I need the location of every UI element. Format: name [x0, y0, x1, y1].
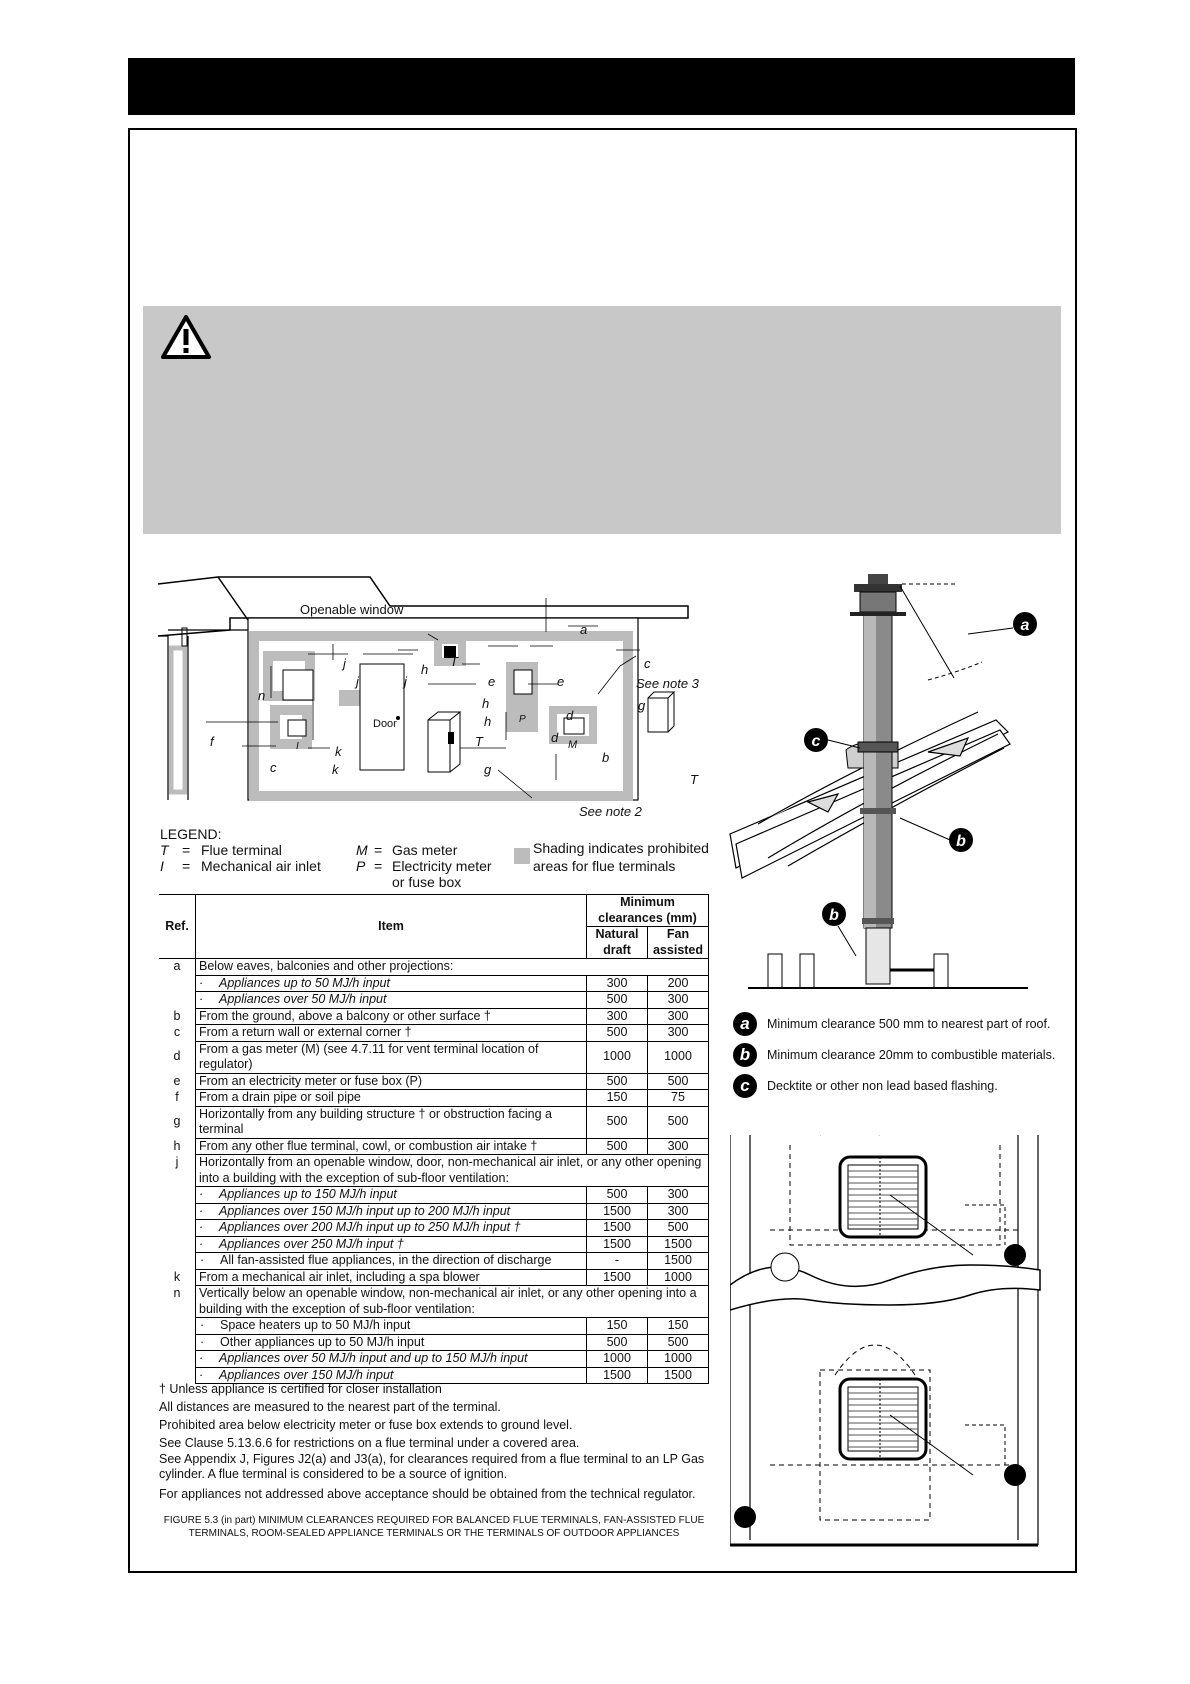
table-row: a Below eaves, balconies and other projections:: [159, 959, 709, 976]
table-row: e From an electricity meter or fuse box (P) 500 500: [159, 1073, 709, 1090]
table-row: · Appliances over 150 MJ/h input 1500 1500: [159, 1367, 709, 1384]
roof-badge-c: c: [811, 733, 821, 750]
legend-p-val: Electricity meter: [392, 858, 492, 874]
table-row: · All fan-assisted flue appliances, in the direction of discharge - 1500: [159, 1253, 709, 1270]
label-j: j: [404, 674, 407, 689]
table-row: · Appliances over 50 MJ/h input 500 300: [159, 992, 709, 1009]
legend-eq: =: [182, 842, 191, 858]
table-row: k From a mechanical air inlet, including a spa blower 1500 1000: [159, 1269, 709, 1286]
label-d: d: [551, 730, 559, 745]
table-row: h From any other flue terminal, cowl, or combustion air intake † 500 300: [159, 1138, 709, 1155]
table-row: · Space heaters up to 50 MJ/h input 150 150: [159, 1318, 709, 1335]
col-min: Minimum clearances (mm): [587, 895, 709, 927]
table-row: f From a drain pipe or soil pipe 150 75: [159, 1090, 709, 1107]
label-c: c: [270, 760, 277, 775]
label-e: e: [557, 674, 565, 689]
table-row: c From a return wall or external corner † 500 300: [159, 1025, 709, 1042]
roof-callouts: [733, 1012, 1063, 1105]
note: For appliances not addressed above acceptance should be obtained from the technical regulator.: [159, 1487, 696, 1501]
label-a: a: [580, 622, 588, 637]
col-fan: Fan assisted: [648, 927, 709, 959]
col-item: Item: [196, 895, 587, 959]
col-ref: Ref.: [159, 895, 196, 959]
label-c: c: [644, 656, 651, 671]
legend-p-val2: or fuse box: [392, 874, 462, 890]
note: See Clause 5.13.6.6 for restrictions on a flue terminal under a covered area.: [159, 1436, 580, 1450]
table-row: · Appliances over 50 MJ/h input and up to 150 MJ/h input 1000 1000: [159, 1351, 709, 1368]
callout-c: c Decktite or other non lead based flashing.: [733, 1074, 1063, 1098]
clearance-table: [159, 894, 709, 1384]
warning-triangle-icon: [160, 314, 212, 360]
label-see-note-3: See note 3: [636, 676, 699, 691]
label-p: P: [519, 714, 526, 725]
label-door: Door: [373, 718, 397, 730]
callout-a: a Minimum clearance 500 mm to nearest part of roof.: [733, 1012, 1063, 1036]
legend-eq: =: [374, 842, 383, 858]
label-h: h: [421, 662, 429, 677]
label-openable-window: Openable window: [300, 602, 404, 617]
roof-badge-a: a: [1020, 617, 1030, 634]
label-t: T: [475, 734, 483, 749]
label-t: T: [450, 654, 458, 669]
label-see-note-2: See note 2: [579, 804, 642, 819]
callout-b: b Minimum clearance 20mm to combustible materials.: [733, 1043, 1063, 1067]
table-row: b From the ground, above a balcony or other surface † 300 300: [159, 1008, 709, 1025]
label-m: M: [568, 739, 578, 751]
label-f: f: [210, 734, 214, 749]
table-row: · Appliances up to 150 MJ/h input 500 300: [159, 1187, 709, 1204]
label-e: e: [488, 674, 496, 689]
table-row: · Other appliances up to 50 MJ/h input 500 500: [159, 1334, 709, 1351]
house-clearance-diagram: [158, 570, 718, 830]
legend-shade-swatch: [514, 848, 530, 864]
table-row: d From a gas meter (M) (see 4.7.11 for vent terminal location of regulator) 1000 1000: [159, 1041, 709, 1073]
label-k: k: [335, 744, 342, 759]
legend-i-key: I: [160, 858, 164, 874]
label-g: g: [484, 762, 492, 777]
label-i: I: [296, 741, 299, 752]
roof-flue-diagram: [728, 572, 1058, 996]
legend-m-val: Gas meter: [392, 842, 458, 858]
col-natural: Natural draft: [587, 927, 648, 959]
legend-t-key: T: [160, 842, 169, 858]
note: † Unless appliance is certified for closer installation: [159, 1382, 442, 1396]
header-bar: [128, 58, 1075, 115]
note: See Appendix J, Figures J2(a) and J3(a), for clearances required from a flue terminal to an LP Gas cylinder. A flue terminal is considered to be a source of ignition.: [159, 1452, 705, 1481]
label-k: k: [332, 762, 339, 777]
note: All distances are measured to the nearest part of the terminal.: [159, 1400, 501, 1414]
legend-eq: =: [182, 858, 191, 874]
label-n: n: [258, 688, 266, 703]
table-row: · Appliances over 150 MJ/h input up to 200 MJ/h input 1500 300: [159, 1203, 709, 1220]
warning-box: [143, 306, 1061, 534]
legend-shade-text2: areas for flue terminals: [533, 858, 676, 874]
table-row: n Vertically below an openable window, non-mechanical air inlet, or any other opening into a building with the exception of sub-floor ventilation:: [159, 1286, 709, 1318]
label-b: b: [602, 750, 610, 765]
table-row: · Appliances over 250 MJ/h input † 1500 1500: [159, 1236, 709, 1253]
legend-eq: =: [374, 858, 383, 874]
label-t: T: [690, 772, 698, 787]
label-g: g: [638, 698, 646, 713]
notes: [159, 1380, 719, 1503]
roof-badge-b: b: [956, 833, 966, 850]
legend-title: LEGEND:: [160, 826, 222, 842]
legend-p-key: P: [356, 858, 366, 874]
label-h: h: [484, 714, 492, 729]
label-j: j: [356, 674, 359, 689]
roof-badge-b: b: [829, 907, 839, 924]
legend-m-key: M: [356, 842, 368, 858]
legend-i-val: Mechanical air inlet: [201, 858, 321, 874]
legend-t-val: Flue terminal: [201, 842, 282, 858]
figure-caption: FIGURE 5.3 (in part) MINIMUM CLEARANCES REQUIRED FOR BALANCED FLUE TERMINALS, FAN-ASSISTED FLUE TERMINALS, ROOM-SEALED APPLIANCE TERMINALS OR THE TERMINALS OF OUTDOOR APPLIANCES: [163, 1515, 705, 1539]
table-row: g Horizontally from any building structure † or obstruction facing a terminal 500 500: [159, 1106, 709, 1138]
table-row: · Appliances up to 50 MJ/h input 300 200: [159, 975, 709, 992]
table-row: · Appliances over 200 MJ/h input up to 250 MJ/h input † 1500 500: [159, 1220, 709, 1237]
terminal-grille-diagram: [730, 1135, 1060, 1555]
legend-shade-text: Shading indicates prohibited: [533, 840, 709, 856]
note: Prohibited area below electricity meter or fuse box extends to ground level.: [159, 1418, 573, 1432]
label-j: j: [343, 656, 346, 671]
label-h: h: [482, 696, 490, 711]
label-d: d: [566, 708, 574, 723]
table-row: j Horizontally from an openable window, door, non-mechanical air inlet, or any other opening into a building with the exception of sub-floor ventilation:: [159, 1155, 709, 1187]
